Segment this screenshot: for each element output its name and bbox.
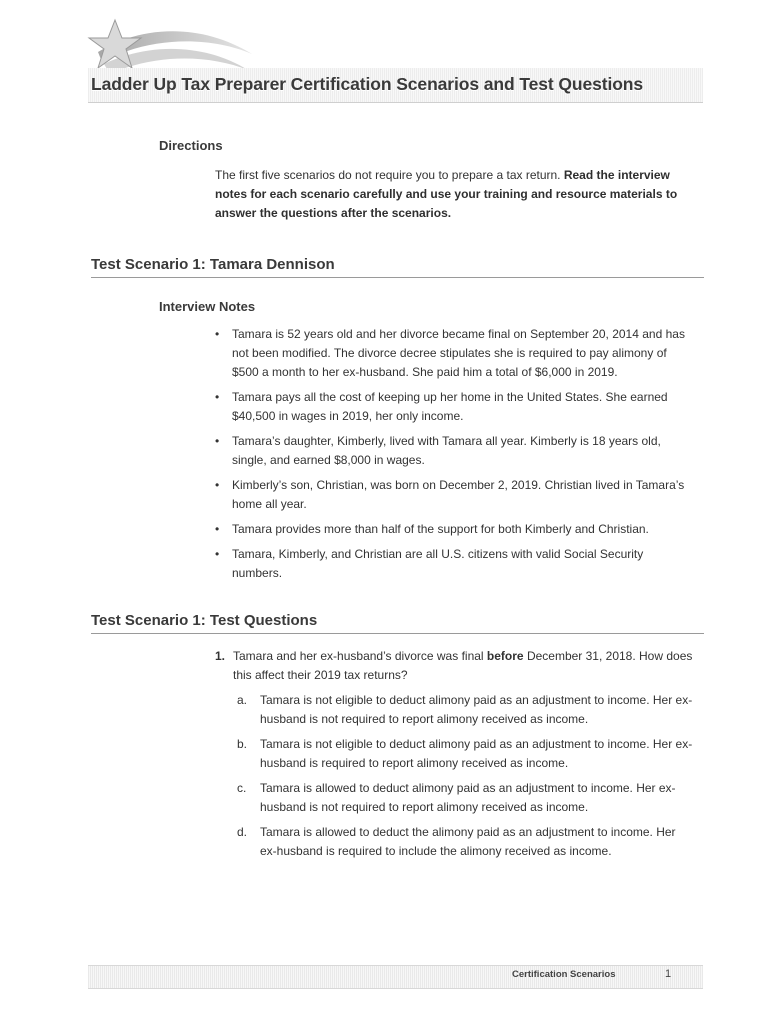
test-questions-title: Test Scenario 1: Test Questions [91, 612, 704, 634]
bullet-icon: • [215, 327, 220, 341]
answer-choice-d[interactable]: d. Tamara is allowed to deduct the alimony paid as an adjustment to income. Her ex-husband is required to include the alimony received as income. [237, 825, 676, 858]
list-item: • Tamara provides more than half of the support for both Kimberly and Christian. [215, 520, 695, 539]
footer-label: Certification Scenarios [512, 969, 616, 980]
interview-notes-list [215, 325, 695, 589]
list-item: • Tamara pays all the cost of keeping up her home in the United States. She earned $40,500 in wages in 2019, her only income. [215, 390, 668, 423]
answer-choice-c[interactable]: c. Tamara is allowed to deduct alimony paid as an adjustment to income. Her ex-husband is not required to report alimony received as income. [237, 781, 676, 814]
directions-text-plain: The first five scenarios do not require you to prepare a tax return. [215, 168, 564, 182]
list-item: • Tamara, Kimberly, and Christian are all U.S. citizens with valid Social Security numbers. [215, 547, 644, 580]
directions-text [215, 166, 705, 223]
page-title: Ladder Up Tax Preparer Certification Scenarios and Test Questions [91, 74, 644, 94]
page-number: 1 [665, 968, 672, 980]
bullet-icon: • [215, 478, 220, 492]
list-item: • Kimberly’s son, Christian, was born on December 2, 2019. Christian lived in Tamara’s home all year. [215, 478, 685, 511]
bullet-icon: • [215, 390, 220, 404]
answer-choices [215, 691, 695, 861]
answer-choice-a[interactable]: a. Tamara is not eligible to deduct alimony paid as an adjustment to income. Her ex-husband is not required to report alimony received as income. [237, 693, 693, 726]
question-text: Tamara and her ex-husband’s divorce was final before December 31, 2018. How does this affect their 2019 tax returns? [233, 649, 693, 682]
list-item: • Tamara’s daughter, Kimberly, lived with Tamara all year. Kimberly is 18 years old, single, and earned $8,000 in wages. [215, 434, 661, 467]
question-number: 1. [215, 649, 226, 663]
list-item: • Tamara is 52 years old and her divorce became final on September 20, 2014 and has not been modified. The divorce decree stipulates she is required to pay alimony of $500 a month to her ex-husband. She paid him a total of $6,000 in 2019. [215, 327, 685, 379]
bullet-icon: • [215, 434, 220, 448]
directions-heading: Directions [159, 138, 223, 153]
answer-choice-b[interactable]: b. Tamara is not eligible to deduct alimony paid as an adjustment to income. Her ex-husband is required to report alimony received as income. [237, 737, 693, 770]
bullet-icon: • [215, 522, 220, 536]
question-1 [215, 647, 695, 867]
directions-text-bold: Read the interview notes for each scenario carefully and use your training and resource materials to answer the questions after the scenarios. [215, 168, 678, 220]
interview-notes-heading: Interview Notes [159, 299, 256, 314]
bullet-icon: • [215, 547, 220, 561]
scenario-title: Test Scenario 1: Tamara Dennison [91, 256, 704, 278]
